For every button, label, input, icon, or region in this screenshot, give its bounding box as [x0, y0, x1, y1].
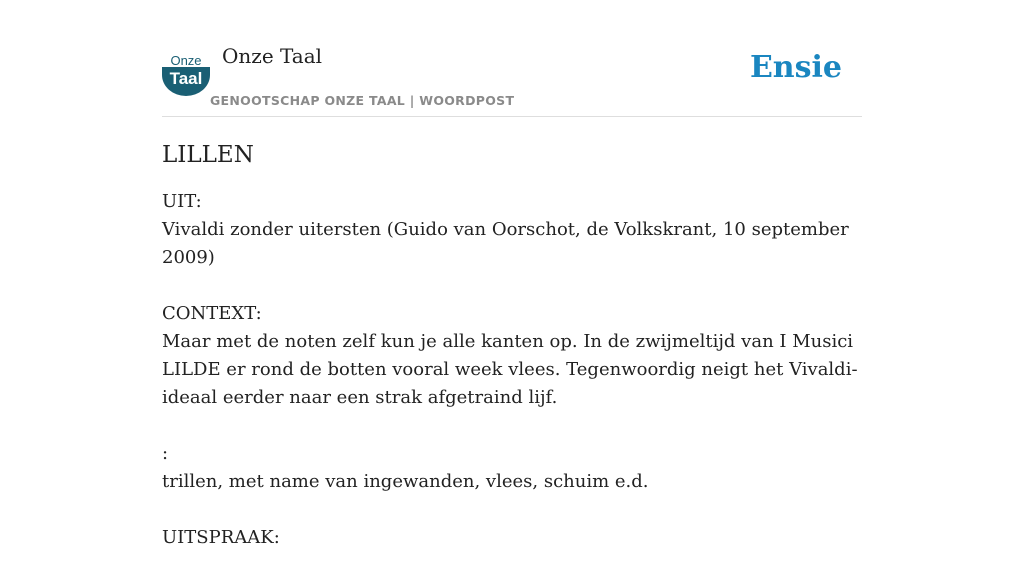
site-header: [162, 40, 862, 117]
context-line: Maar met de noten zelf kun je alle kanten op. In de zwijmeltijd van I Musici: [162, 331, 854, 352]
definition-label: :: [162, 443, 169, 464]
definition-block: [162, 440, 882, 496]
source-label: UIT:: [162, 191, 202, 212]
publisher-subline: GENOOTSCHAP ONZE TAAL | WOORDPOST: [210, 93, 515, 108]
ensie-brand-logo[interactable]: Ensie: [749, 50, 842, 85]
source-text: Vivaldi zonder uitersten (Guido van Oorschot, de Volkskrant, 10 september 2009): [162, 219, 849, 268]
pronunciation-label: UITSPRAAK:: [162, 527, 280, 548]
article-content: [162, 138, 882, 580]
article-title: LILLEN: [162, 142, 254, 168]
definition-text: trillen, met name van ingewanden, vlees, schuim e.d.: [162, 471, 649, 492]
pronunciation-block: [162, 524, 882, 552]
onze-taal-logo-icon[interactable]: [162, 54, 210, 96]
context-label: CONTEXT:: [162, 303, 262, 324]
site-name[interactable]: Onze Taal: [222, 44, 323, 68]
context-line: LILDE er rond de botten vooral week vlees. Tegenwoordig neigt het Vivaldi-: [162, 359, 858, 380]
context-block: [162, 300, 882, 412]
logo-line1: Onze: [170, 53, 202, 68]
source-block: [162, 188, 882, 272]
context-line: ideaal eerder naar een strak afgetraind lijf.: [162, 387, 558, 408]
logo-line2: Taal: [169, 69, 203, 88]
